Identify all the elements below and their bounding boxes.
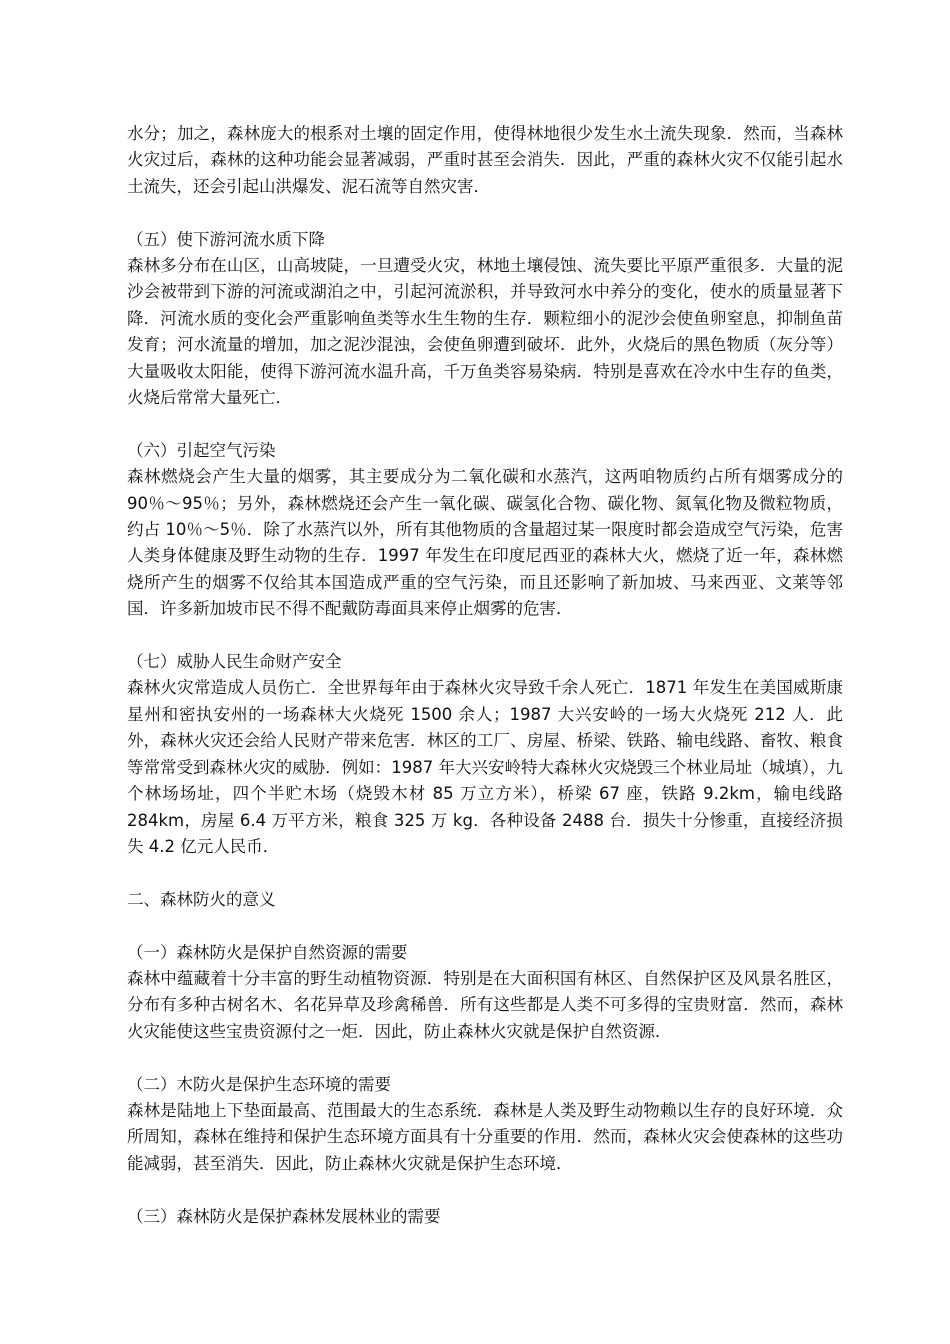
paragraph-water-quality: 森林多分布在山区，山高坡陡，一旦遭受火灾，林地土壤侵蚀、流失要比平原严重很多．大量的泥沙会被带到下游的河流或湖泊之中，引起河流淤积，并导致河水中养分的变化，使水的质量显著下降．河流水质的变化会严重影响鱼类等水生生物的生存．颗粒细小的泥沙会使鱼卵窒息，抑制鱼苗发育；河水流量的增加，加之泥沙混浊，会使鱼卵遭到破坏．此外，火烧后的黑色物质（灰分等）大量吸收太阳能，使得下游河流水温升高，千万鱼类容易染病．特别是喜欢在冷水中生存的鱼类，火烧后常常大量死亡． bbox=[127, 256, 843, 408]
spacer bbox=[127, 860, 843, 886]
spacer bbox=[127, 913, 843, 939]
heading-water-quality: （五）使下游河流水质下降 bbox=[127, 229, 325, 249]
document-body bbox=[127, 121, 843, 1230]
spacer bbox=[127, 200, 843, 226]
heading-natural-resources: （一）森林防火是保护自然资源的需要 bbox=[127, 942, 408, 962]
paragraph-natural-resources: 森林中蕴藏着十分丰富的野生动植物资源．特别是在大面积国有林区、自然保护区及风景名胜区，分布有多种古树名木、名花异草及珍禽稀兽．所有这些都是人类不可多得的宝贵财富．然而，森林火灾能使这些宝贵资源付之一炬．因此，防止森林火灾就是保护自然资源． bbox=[127, 968, 843, 1041]
paragraph-air-pollution: 森林燃烧会产生大量的烟雾，其主要成分为二氧化碳和水蒸汽，这两咱物质约占所有烟雾成分的 90％～95％；另外，森林燃烧还会产生一氧化碳、碳氢化合物、碳化物、氮氧化物及微粒物质，约占 10％～5％．除了水蒸汽以外，所有其他物质的含量超过某一限度时都会造成空气污染，危害人类身体健康及野生动物的生存．1997 年发生在印度尼西亚的森林大火，燃烧了近一年，森林燃烧所产生的烟雾不仅给其本国造成严重的空气污染，而且还影响了新加坡、马来西亚、文莱等邻国．许多新加坡市民不得不配戴防毒面具来停止烟雾的危害． bbox=[127, 467, 843, 619]
spacer bbox=[127, 1177, 843, 1203]
paragraph-soil-erosion: 水分；加之，森林庞大的根系对土壤的固定作用，使得林地很少发生水土流失现象．然而，当森林火灾过后，森林的这种功能会显著减弱，严重时甚至会消失．因此，严重的森林火灾不仅能引起水土流失，还会引起山洪爆发、泥石流等自然灾害． bbox=[127, 124, 843, 196]
heading-forestry-development: （三）森林防火是保护森林发展林业的需要 bbox=[127, 1206, 441, 1226]
heading-life-property: （七）威胁人民生命财产安全 bbox=[127, 652, 342, 672]
paragraph-life-property: 森林火灾常造成人员伤亡．全世界每年由于森林火灾导致千余人死亡．1871 年发生在美国威斯康星州和密执安州的一场森林大火烧死 1500 余人；1987 大兴安岭的一场大火烧死 212 人．此外，森林火灾还会给人民财产带来危害．林区的工厂、房屋、桥梁、铁路、输电线路、畜牧、粮食等常常受到森林火灾的威胁．例如：1987 年大兴安岭特大森林火灾烧毁三个林业局址（城填），九个林场场址，四个半贮木场（烧毁木材 85 万立方米），桥梁 67 座，铁路 9.2km，输电线路 284km，房屋 6.4 万平方米，粮食 325 万 kg．各种设备 2488 台．损失十分惨重，直接经济损失 4.2 亿元人民币． bbox=[127, 678, 843, 856]
spacer bbox=[127, 623, 843, 649]
heading-ecological-environment: （二）木防火是保护生态环境的需要 bbox=[127, 1074, 391, 1094]
paragraph-ecological-environment: 森林是陆地上下垫面最高、范围最大的生态系统．森林是人类及野生动物赖以生存的良好环境．众所周知，森林在维持和保护生态环境方面具有十分重要的作用．然而，森林火灾会使森林的这些功能减弱，甚至消失．因此，防止森林火灾就是保护生态环境． bbox=[127, 1100, 843, 1173]
heading-air-pollution: （六）引起空气污染 bbox=[127, 440, 276, 460]
section-title-significance: 二、森林防火的意义 bbox=[127, 889, 276, 909]
spacer bbox=[127, 411, 843, 437]
spacer bbox=[127, 1045, 843, 1071]
